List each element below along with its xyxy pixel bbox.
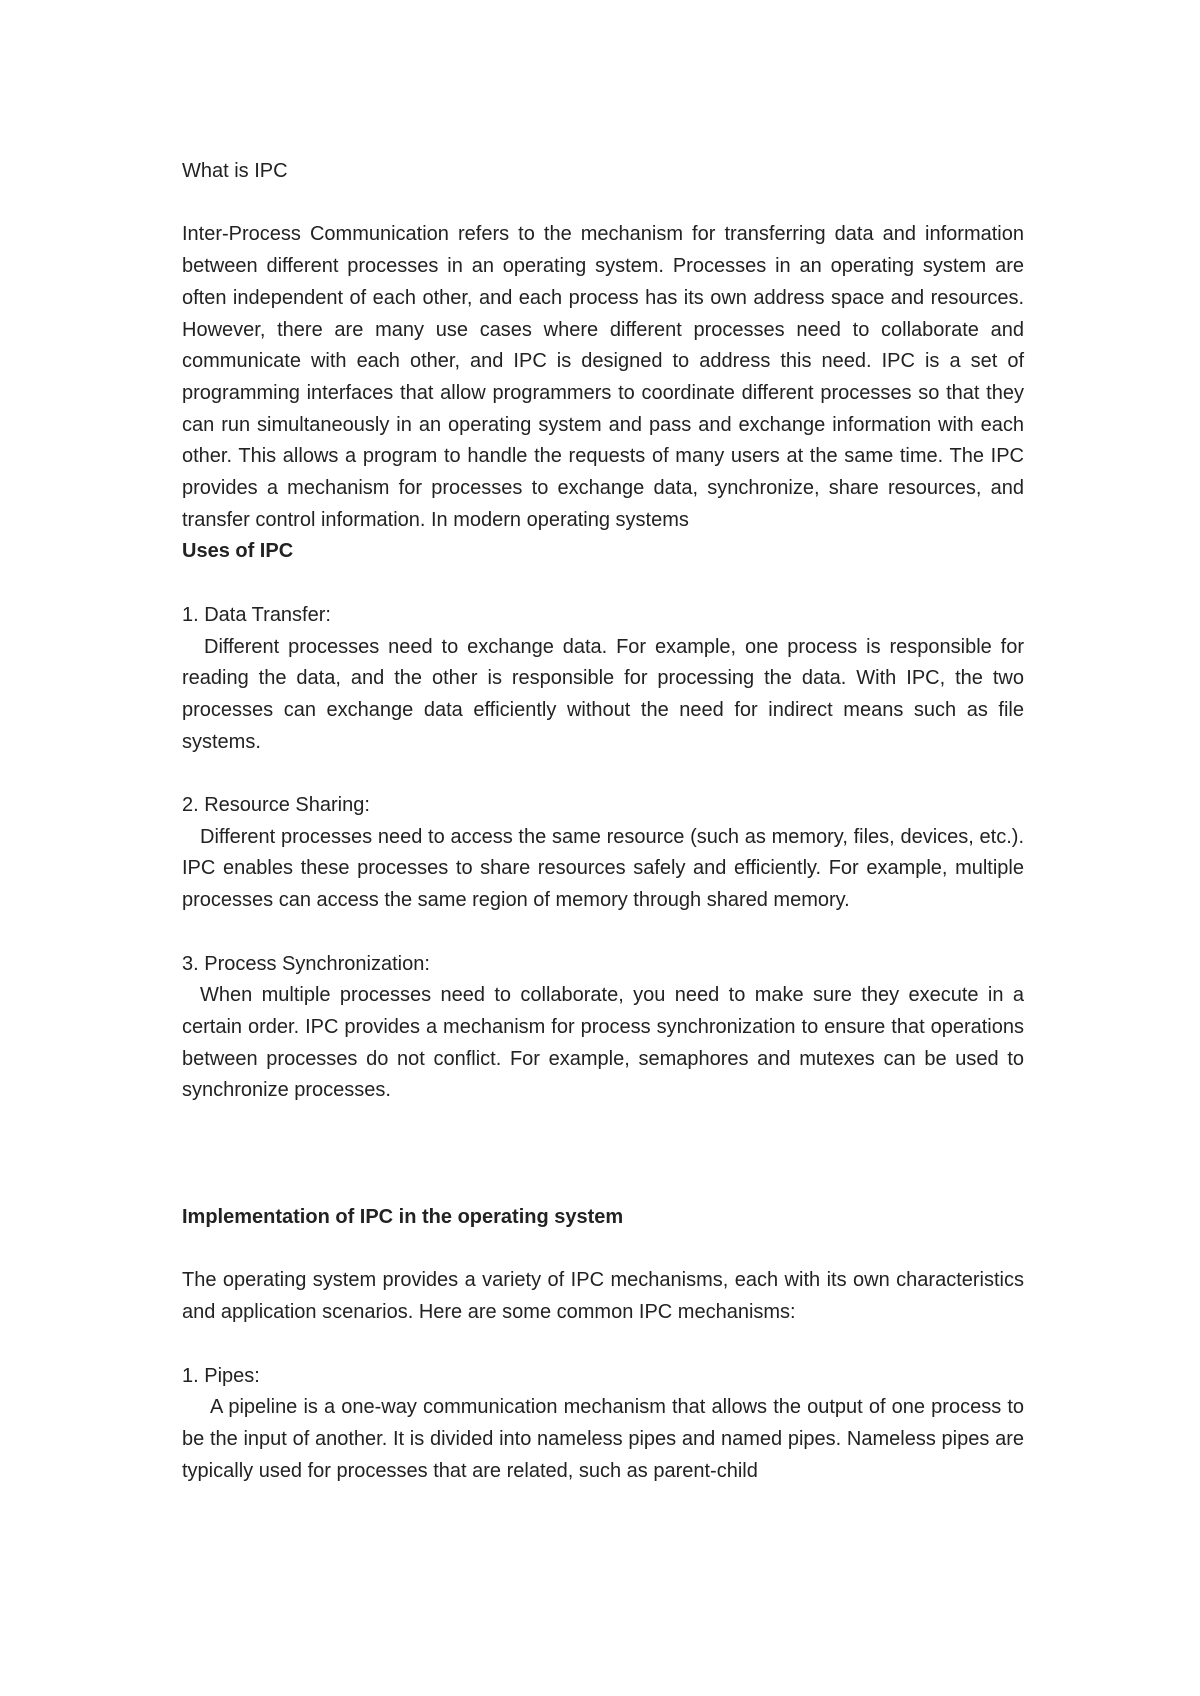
spacer [182,1107,1024,1202]
use-item-body-resource-sharing: Different processes need to access the same resource (such as memory, files, devices, etc.). IPC enables these processes to share resources safely and efficiently. For example, multiple processes can access the same region of memory through shared memory. [182,825,1024,912]
mechanism-title-pipes: 1. Pipes: [182,1364,260,1387]
use-item-title-resource-sharing: 2. Resource Sharing: [182,794,370,817]
use-item-title-process-sync: 3. Process Synchronization: [182,952,430,975]
spacer [182,568,1024,600]
uses-heading: Uses of IPC [182,540,294,563]
spacer [182,1234,1024,1266]
spacer [182,917,1024,949]
implementation-intro: The operating system provides a variety of IPC mechanisms, each with its own characteristics and application scenarios. Here are some common IPC mechanisms: [182,1269,1024,1324]
mechanism-body-pipes: A pipeline is a one-way communication mechanism that allows the output of one process to be the input of another. It is divided into nameless pipes and named pipes. Nameless pipes are typically used for processes that are related, such as parent-child [182,1396,1024,1482]
implementation-heading: Implementation of IPC in the operating system [182,1206,624,1229]
spacer [182,1329,1024,1361]
use-item-body-data-transfer: Different processes need to exchange data. For example, one process is responsible for reading the data, and the other is responsible for processing the data. With IPC, the two processes can exchange data efficiently without the need for indirect means such as file systems. [182,635,1024,753]
spacer [182,188,1024,220]
use-item-body-process-sync: When multiple processes need to collaborate, you need to make sure they execute in a certain order. IPC provides a mechanism for process synchronization to ensure that operations between processes do not conflict. For example, semaphores and mutexes can be used to synchronize processes. [182,984,1024,1102]
use-item-title-data-transfer: 1. Data Transfer: [182,603,331,626]
spacer [182,758,1024,790]
intro-paragraph: Inter-Process Communication refers to the mechanism for transferring data and information between different processes in an operating system. Processes in an operating system are often independent of each other, and each process has its own address space and resources. However, there are many use cases where different processes need to collaborate and communicate with each other, and IPC is designed to address this need. IPC is a set of programming interfaces that allow programmers to coordinate different processes so that they can run simultaneously in an operating system and pass and exchange information with each other. This allows a program to handle the requests of many users at the same time. The IPC provides a mechanism for processes to exchange data, synchronize, share resources, and transfer control information. In modern operating systems [182,223,1024,531]
document-page [182,156,1024,1487]
document-title: What is IPC [182,160,288,182]
